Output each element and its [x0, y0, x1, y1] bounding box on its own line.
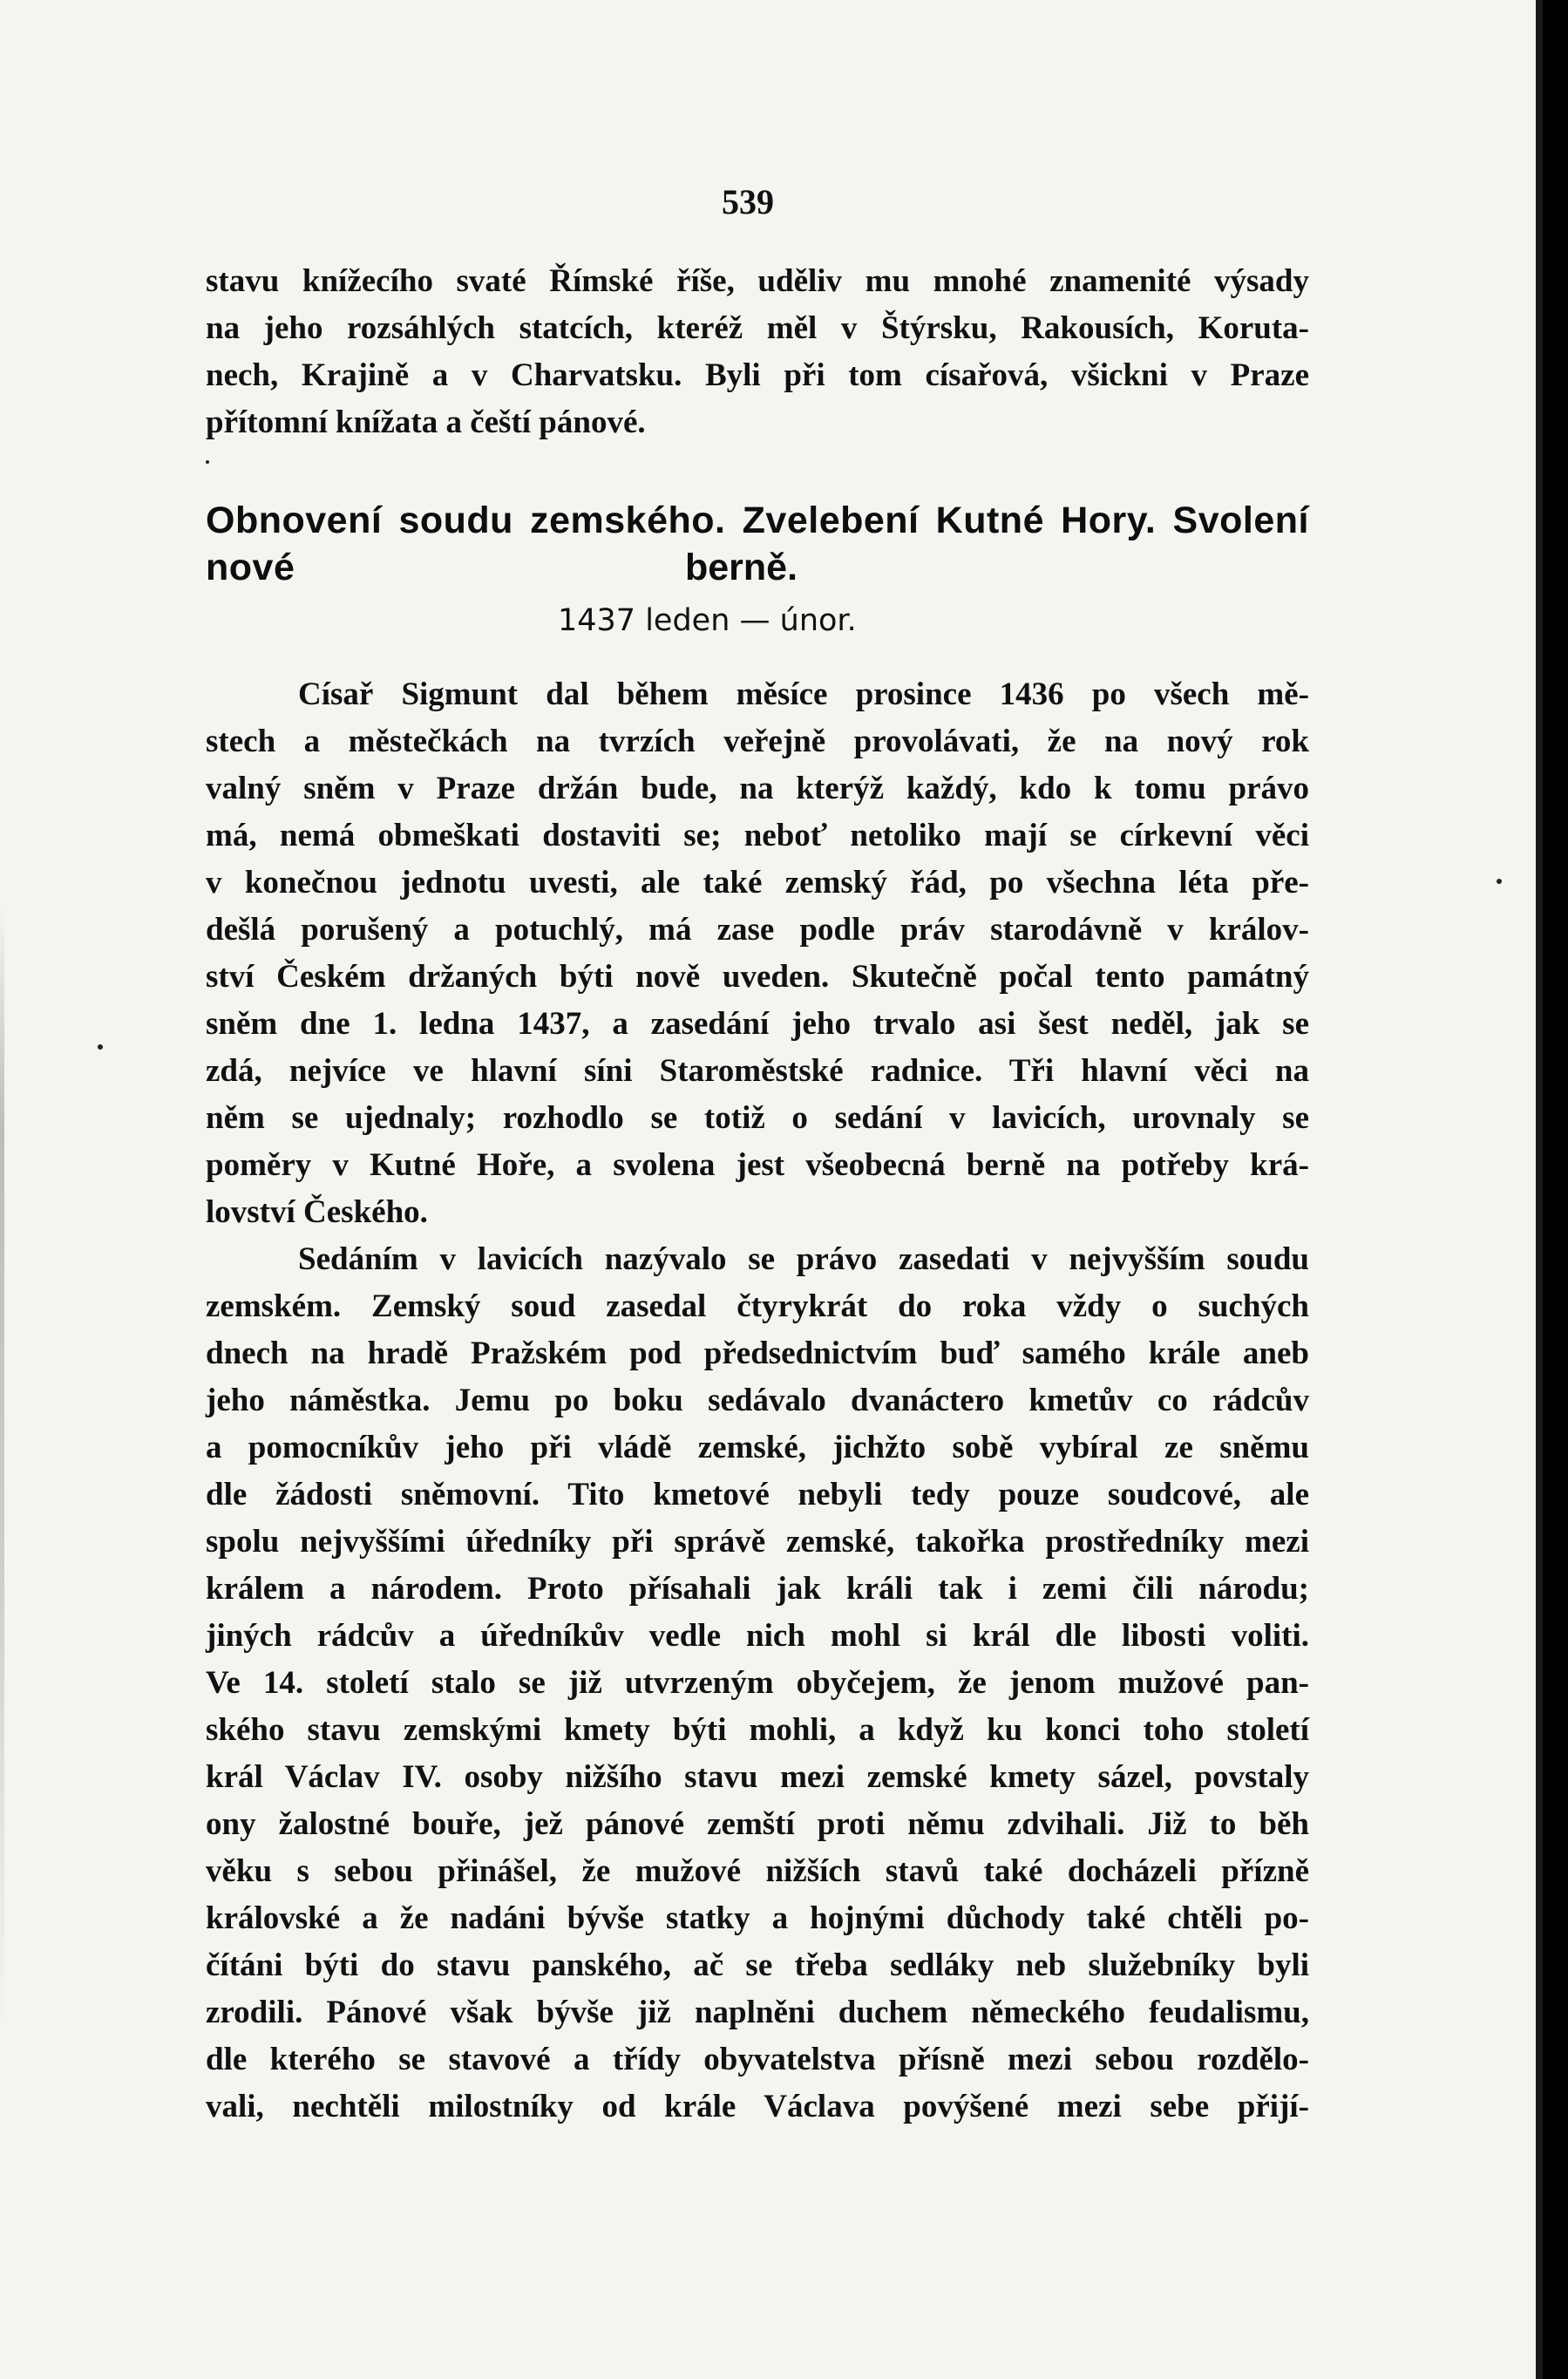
print-speck — [1497, 879, 1502, 884]
text-line: dnech na hradě Pražském pod předsednictvím buď samého krále aneb — [206, 1336, 1309, 1371]
text-line: a pomocníkův jeho při vládě zemské, jichžto sobě vybíral ze sněmu — [206, 1430, 1309, 1465]
text-line: ského stavu zemskými kmety býti mohli, a když ku konci toho století — [206, 1712, 1309, 1748]
section-heading-end: berně. — [685, 547, 798, 588]
text-line: Císař Sigmunt dal během měsíce prosince 1436 po všech mě- — [298, 676, 1309, 712]
text-line: nech, Krajině a v Charvatsku. Byli při tom císařová, všickni v Praze — [206, 357, 1309, 393]
text-line: lovství Českého. — [206, 1194, 428, 1230]
text-line: ství Českém držaných býti nově uveden. Skutečně počal tento památný — [206, 959, 1309, 995]
page-edge-shadow — [0, 907, 4, 2031]
text-line: na jeho rozsáhlých statcích, kteréž měl v Štýrsku, Rakousích, Korutа- — [206, 310, 1309, 346]
text-line: stavu knížecího svaté Římské říše, uděliv mu mnohé znamenité výsady — [206, 263, 1309, 299]
text-line: Ve 14. století stalo se již utvrzeným obyčejem, že jenom mužové pan- — [206, 1665, 1309, 1701]
text-line: něm se ujednaly; rozhodlo se totiž o sedání v lavicích, urovnaly se — [206, 1100, 1309, 1136]
text-line: Sedáním v lavicích nazývalo se právo zasedati v nejvyšším soudu — [298, 1241, 1309, 1277]
text-line: v konečnou jednotu uvesti, ale také zemský řád, po všechna léta pře- — [206, 865, 1309, 901]
text-line: dešlá porušený a potuchlý, má zase podle práv starodávně v králov- — [206, 912, 1309, 948]
text-line: přítomní knížata a čeští pánové. — [206, 404, 646, 440]
text-line: zemském. Zemský soud zasedal čtyrykrát do roka vždy o suchých — [206, 1288, 1309, 1324]
text-line: králem a národem. Proto přísahali jak králi tak i zemi čili národu; — [206, 1571, 1309, 1607]
text-line: poměry v Kutné Hoře, a svolena jest všeobecná berně na potřeby krá- — [206, 1147, 1309, 1183]
text-line: král Václav IV. osoby nižšího stavu mezi zemské kmety sázel, povstaly — [206, 1759, 1309, 1795]
text-line: jeho náměstka. Jemu po boku sedávalo dvanáctero kmetův co rádcův — [206, 1383, 1309, 1418]
text-line: jiných rádcův a úředníkův vedle nich mohl si král dle libosti voliti. — [206, 1618, 1309, 1654]
section-heading: Obnovení soudu zemského. Zvelebení Kutné Hory. Svolení nové — [206, 500, 1309, 588]
print-speck — [206, 460, 209, 464]
text-line: dle kterého se stavové a třídy obyvatelstva přísně mezi sebou rozdělo- — [206, 2042, 1309, 2077]
text-line: zdá, nejvíce ve hlavní síni Staroměstské radnice. Tři hlavní věci na — [206, 1053, 1309, 1089]
print-speck — [98, 1044, 103, 1050]
text-line: sněm dne 1. ledna 1437, a zasedání jeho trvalo asi šest neděl, jak se — [206, 1006, 1309, 1042]
text-line: čítáni býti do stavu panského, ač se třeba sedláky neb služebníky byli — [206, 1947, 1309, 1983]
text-line: stech a městečkách na tvrzích veřejně provolávati, že na nový rok — [206, 724, 1309, 759]
text-line: věku s sebou přinášel, že mužové nižších stavů také docházeli přízně — [206, 1853, 1309, 1889]
text-line: vali, nechtěli milostníky od krále Václava povýšené mezi sebe přijí- — [206, 2089, 1309, 2124]
text-line: valný sněm v Praze držán bude, na kterýž každý, kdo k tomu právo — [206, 771, 1309, 806]
text-line: ony žalostné bouře, jež pánové zemští proti němu zdvihali. Již to běh — [206, 1806, 1309, 1842]
text-line: spolu nejvyššími úředníky při správě zemské, takořka prostředníky mezi — [206, 1524, 1309, 1560]
text-line: zrodili. Pánové však bývše již naplněni duchem německého feudalismu, — [206, 1995, 1309, 2030]
text-line: královské a že nadáni bývše statky a hojnými důchody také chtěli po- — [206, 1900, 1309, 1936]
page-number: 539 — [722, 182, 774, 221]
text-line: má, nemá obmeškati dostaviti se; neboť netoliko mají se církevní věci — [206, 818, 1309, 853]
text-line: dle žádosti sněmovní. Tito kmetové nebyli tedy pouze soudcové, ale — [206, 1477, 1309, 1512]
date-line: 1437 leden — únor. — [558, 603, 857, 638]
